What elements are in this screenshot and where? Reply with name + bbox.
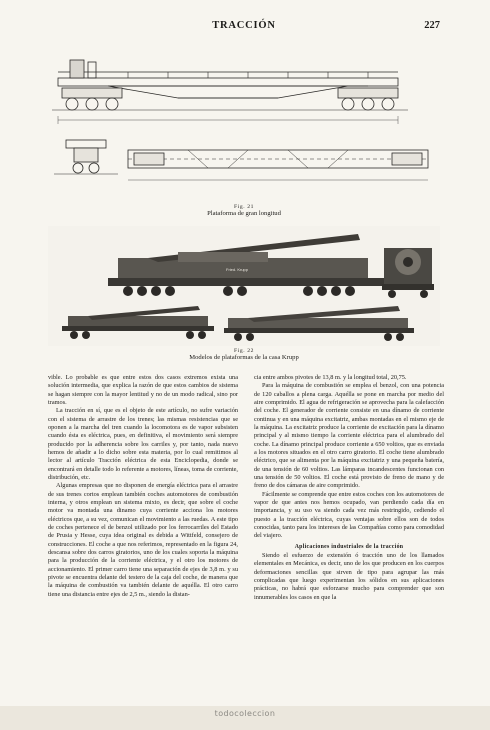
paragraph: vible. Lo probable es que entre estos dos casos extremos exista una solución intermedia, que explica la razón de que estos cambios de sistema se hagan siempre con la mayor lentitud y no de un modo radical, sino por tramos. (48, 374, 238, 406)
page-title: TRACCIÓN (212, 20, 276, 31)
figure-21-caption (48, 204, 440, 217)
figure-22-number: Fig. 22 (233, 348, 255, 354)
paragraph: cia entre ambos pivotes de 13,8 m. y la longitud total, 20,75. (254, 374, 407, 381)
paragraph: La tracción en sí, que es el objeto de este artículo, no sufre variación con el sistema de arrastre de los trenes; las mismas resistencias que se oponen a la marcha del tren cuando la locomotora es de vapor subsisten cuando ésta es eléctrica, pues, en definitiva, el movimiento será siempre producido por la adherencia sobre los carriles y, por tanto, nada nuevo hemos de añadir a lo dicho sobre esta materia, por lo cual remitimos al lector al artículo Tracción eléctrica de esta Enciclopedia, donde se encontrará en detalle todo lo referente a motores, líneas, toma de corriente, distribución, etc. (48, 407, 238, 481)
watermark: todocoleccion (214, 709, 276, 718)
paragraph: Siendo el esfuerzo de extensión ó tracción uno de los llamados elementales en Mecánica, es decir, uno de los que producen en los cuerpos deformaciones sencillas que sirven de tipo para agrupar las más complicadas que luego experimentan los sólidos en sus aplicaciones prácticas, no habrá que esforzarse mucho para comprender que son innumerables los casos en que la (254, 551, 444, 601)
section-heading: Aplicaciones industriales de la tracción (294, 543, 404, 550)
figure-22-title: Modelos de plataformas de la casa Krupp (189, 354, 299, 361)
running-header (48, 20, 440, 36)
figure-22-plate (48, 226, 440, 346)
right-text-column (254, 374, 444, 602)
paragraph: Para la máquina de combustión se emplea el benzol, con una potencia de 120 caballos a plena carga. Aquélla se pone en marcha por medio del aire comprimido. El agua de refrigeración se aprovecha para la calefacción del coche. El generador de corriente consiste en una dínamo de corriente continua y en una máquina excitatriz, ambas montadas en el mismo eje de la máquina. La excitatriz produce la corriente de excitación para la dínamo principal y al mismo tiempo la corriente eléctrica para el alumbrado del coche. La dínamo principal produce corriente a 650 voltios, que es enviada a los motores situados en el otro carro giratorio. El coche tiene alumbrado eléctrico, que se alimenta por la máquina excitatriz y una pequeña batería, de una tensión de 60 voltios. Las lámparas incandescentes funcionan con una tensión de 50 voltios. El coche está provisto de freno de mano y de freno de dos cámaras de aire comprimido. (254, 382, 444, 490)
page-number: 227 (424, 20, 440, 31)
figure-21-drawing (48, 50, 440, 200)
figure-21-number: Fig. 21 (233, 204, 255, 210)
figure-22-plate-label: Fried. Krupp (226, 267, 249, 272)
figure-21-title: Plataforma de gran longitud (207, 210, 281, 217)
left-text-column (48, 374, 238, 599)
paragraph: Algunas empresas que no disponen de energía eléctrica para el arrastre de sus trenes cortos emplean también coches automotores de combustión interna, y otros emplean un sistema mixto, es decir, que sobre el coche motor va montada una dinamo cuya corriente acciona los motores eléctricos que, a su vez, comunican el movimiento a las ruedas. A este tipo de coches pertenece el de benzol utilizado por los ferrocarriles del Estado de Prusia y Hesse, cuya idea original es debida a Wittfeld, consejero de construcciones. El coche a que nos referimos, representado en la figura 24, descansa sobre dos carros giratorios, uno de los cuales soporta la máquina para la producción de la corriente eléctrica, y el otro los motores de accionamiento. El primer carro tiene una separación de ejes de 3,8 m. y su pivote se encuentra delante del testero de la caja del coche, de manera que la máquina de combustión va también delante de aquélla. El otro carro tiene una distancia entre ejes de 2,5 m., siendo la distan- (48, 482, 238, 598)
wagon-deck (58, 78, 398, 86)
paragraph: Fácilmente se comprende que entre estos coches con los automotores de vapor de que antes nos hemos ocupado, van perdiendo cada día en importancia, y su uso va siendo cada vez más restringido, cediendo el puesto a la tracción eléctrica, cuyas ventajas sobre ellos son de todos conocidas, tanto para los intereses de las Compañías como para comodidad del viajero. (254, 490, 444, 540)
figure-22-caption (48, 348, 440, 361)
